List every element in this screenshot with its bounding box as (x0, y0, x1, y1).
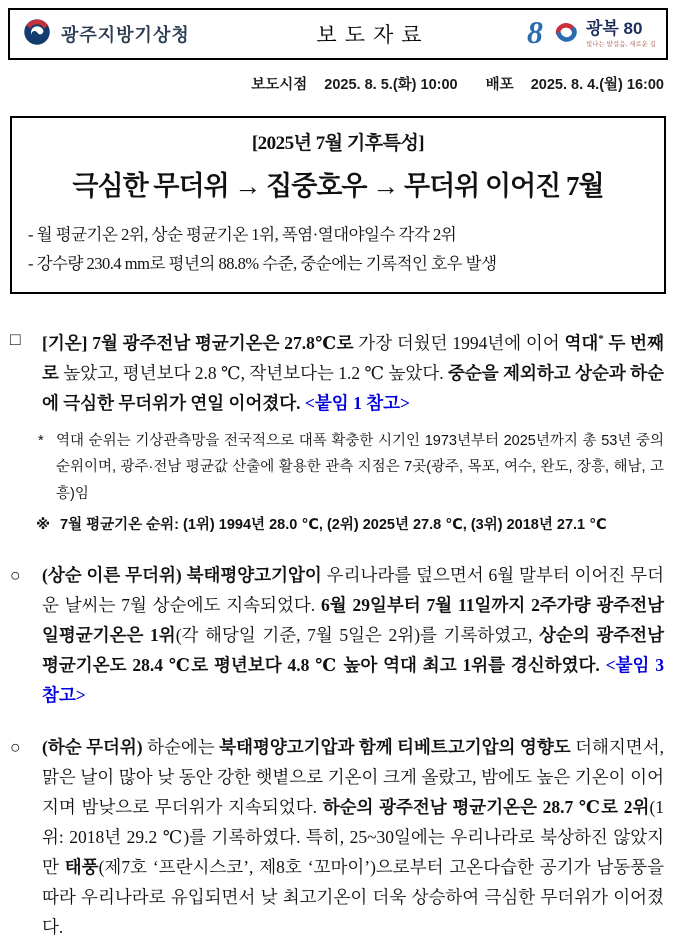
org-identity (22, 17, 257, 52)
text-segment: (하순 무더위) (42, 737, 148, 758)
text-segment: 상순의 광주전남 평균기온도 28.4 ℃로 평년보다 4.8 ℃ 높아 역대 최고 1위를 경신하였다. (42, 625, 664, 676)
release-time-label: 보도시점 (251, 77, 308, 93)
dateline (0, 73, 664, 94)
text-segment: [기온] (42, 332, 93, 353)
liberation-80-title: 광복 80 (585, 19, 643, 39)
liberation-80-logo-icon (527, 15, 579, 54)
press-release-page (0, 8, 676, 938)
paragraph-marker: □ (10, 329, 21, 349)
text-segment: 태풍 (64, 857, 99, 878)
paragraph-marker: ○ (10, 737, 21, 758)
text-segment: 하순에는 (147, 737, 220, 758)
text-segment: * (598, 333, 604, 345)
government-taegeuk-logo-icon (22, 17, 52, 52)
headline-main: 극심한 무더위 → 집중호우 → 무더위 이어진 7월 (72, 171, 604, 201)
distribution-value: 2025. 8. 4.(월) 16:00 (530, 77, 664, 93)
paragraph-text (42, 324, 664, 418)
text-segment: 7월 광주전남 평균기온은 27.8℃로 (92, 332, 354, 353)
doc-type-title: 보도자료 (316, 23, 430, 47)
text-segment: (상순 이른 무더위) (42, 565, 187, 586)
paragraph-text (60, 512, 664, 538)
headline-bullets (28, 220, 648, 278)
attachment-reference-link[interactable]: <붙임 3 참고> (42, 655, 664, 706)
text-segment: 두 번째로 (42, 332, 664, 383)
org-name: 광주지방기상청 (61, 25, 190, 45)
headline-bullet: - 강수량 230.4 mm로 평년의 88.8% 수준, 중순에는 기록적인 호우 발생 (28, 254, 497, 273)
text-segment: 역대 순위는 기상관측망을 전국적으로 대폭 확충한 시기인 1973년부터 2025년까지 총 53년 중의 순위이며, 광주·전남 평균값 산출에 활용한 관측 지점은 7곳(광주, 목포, 여수, 완도, 장흥, 해남, 고흥)임 (56, 432, 664, 502)
text-segment: (1위: 2018년 29.2 ℃)를 기록하였다. 특히, 25~30일에는 우리나라로 북상하진 않았지만 (42, 797, 665, 878)
text-segment: 북태평양고기압과 함께 티베트고기압의 영향도 (219, 737, 571, 758)
headline-kicker: [2025년 7월 기후특성] (251, 133, 425, 154)
headline-bullet: - 월 평균기온 2위, 상순 평균기온 1위, 폭염·열대야일수 각각 2위 (28, 225, 457, 244)
footnote-temperature-ranking (36, 512, 664, 538)
paragraph-marker: * (38, 432, 44, 449)
text-segment: (제7호 ‘프란시스코’, 제8호 ‘꼬마이’)으로부터 고온다습한 공기가 남동풍을 따라 우리나라로 유입되면서 낮 최고기온이 더욱 상승하여 극심한 무더위가 이어졌다. (42, 857, 664, 938)
headline-box (10, 116, 666, 294)
header-box (8, 8, 668, 60)
text-segment: 북태평양고기압이 (186, 565, 322, 586)
liberation-80-slogan: 빛나는 발걸음, 새로운 길 (585, 40, 656, 48)
text-segment: 6월 29일부터 7월 11일까지 2주가량 광주전남 일평균기온은 1위 (42, 595, 664, 646)
svg-text:8: 8 (526, 14, 543, 49)
para-late-july-heat (10, 732, 664, 942)
distribution-label: 배포 (485, 77, 514, 93)
paragraph-marker: ○ (10, 565, 21, 586)
paragraph-text (42, 560, 664, 710)
paragraph-marker: ※ (36, 517, 51, 534)
text-segment: 우리나라를 덮으면서 6월 말부터 이어진 무더운 날씨는 7월 상순에도 지속되었다. (42, 565, 664, 616)
footnote-rank-definition (38, 428, 664, 508)
document-body (10, 324, 664, 942)
para-temperature (10, 324, 664, 418)
text-segment: 가장 더웠던 1994년에 이어 (353, 332, 565, 353)
release-time-value: 2025. 8. 5.(화) 10:00 (324, 77, 458, 93)
text-segment: (각 해당일 기준, 7월 5일은 2위)를 기록하였고, (175, 625, 540, 646)
text-segment: 하순의 광주전남 평균기온은 28.7 ℃로 2위 (322, 797, 650, 818)
text-segment: 높았고, 평년보다 2.8 ℃, 작년보다는 1.2 ℃ 높았다. (58, 362, 448, 383)
text-segment: 더해지면서, 맑은 날이 많아 낮 동안 강한 햇볕으로 기온이 크게 올랐고, 밤에도 높은 기온이 이어지며 밤낮으로 무더위가 지속되었다. (42, 737, 664, 818)
liberation-80-texts (586, 20, 656, 48)
text-segment: 7월 평균기온 순위: (1위) 1994년 28.0 ℃, (2위) 2025년 27.8 ℃, (3위) 2018년 27.1 ℃ (60, 517, 607, 534)
text-segment: 중순을 제외하고 상순과 하순에 극심한 무더위가 연일 이어졌다. (42, 362, 664, 413)
para-early-july-heat (10, 560, 664, 710)
paragraph-text (42, 732, 664, 942)
text-segment: 역대 (564, 332, 599, 353)
paragraph-text (56, 428, 664, 508)
liberation-80-emblem (481, 15, 656, 54)
attachment-reference-link[interactable]: <붙임 1 참고> (304, 392, 410, 413)
